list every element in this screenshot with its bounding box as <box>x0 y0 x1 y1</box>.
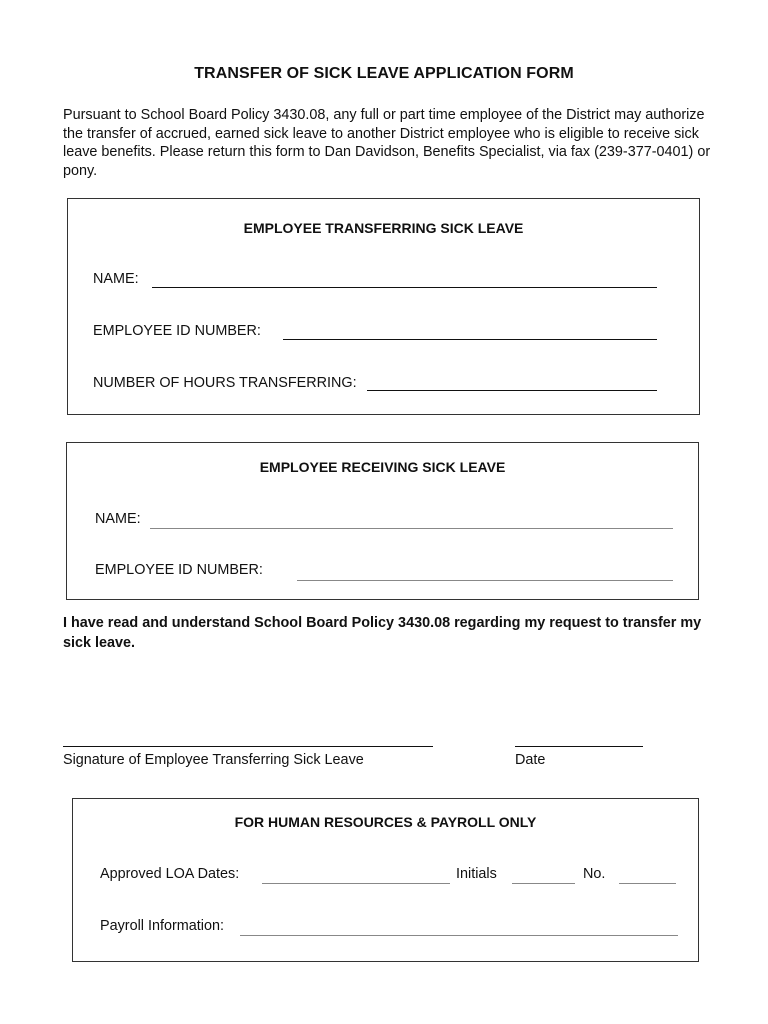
intro-paragraph: Pursuant to School Board Policy 3430.08, any full or part time employee of the District may authorize the transfer of accrued, earned sick leave to another District employee who is eligible to receive sick leave benefits. Please return this form to Dan Davidson, Benefits Specialist, via fax (239-377-0401) or pony. <box>63 107 711 179</box>
transferring-section <box>67 198 700 415</box>
date-label: Date <box>515 752 546 768</box>
transferring-id-field[interactable] <box>283 339 657 340</box>
payroll-info-label: Payroll Information: <box>100 918 224 934</box>
initials-field[interactable] <box>512 883 575 884</box>
hr-section <box>72 798 699 962</box>
signature-field[interactable] <box>63 746 433 747</box>
loa-dates-label: Approved LOA Dates: <box>100 866 240 882</box>
receiving-heading: EMPLOYEE RECEIVING SICK LEAVE <box>259 459 506 475</box>
transferring-name-label: NAME: <box>93 271 139 287</box>
transferring-heading: EMPLOYEE TRANSFERRING SICK LEAVE <box>243 220 524 236</box>
payroll-info-field[interactable] <box>240 935 678 936</box>
signature-label: Signature of Employee Transferring Sick Leave <box>63 752 364 768</box>
form-title: TRANSFER OF SICK LEAVE APPLICATION FORM <box>194 65 574 82</box>
no-field[interactable] <box>619 883 676 884</box>
initials-label: Initials <box>456 866 497 882</box>
receiving-name-field[interactable] <box>150 528 673 529</box>
receiving-id-label: EMPLOYEE ID NUMBER: <box>95 562 263 578</box>
transferring-id-label: EMPLOYEE ID NUMBER: <box>93 323 261 339</box>
no-label: No. <box>583 866 606 882</box>
transferring-hours-field[interactable] <box>367 390 657 391</box>
acknowledgement-text: I have read and understand School Board Policy 3430.08 regarding my request to transfer my sick leave. <box>63 615 702 651</box>
hr-heading: FOR HUMAN RESOURCES & PAYROLL ONLY <box>234 814 537 830</box>
transferring-hours-label: NUMBER OF HOURS TRANSFERRING: <box>93 375 357 391</box>
receiving-name-label: NAME: <box>95 511 141 527</box>
receiving-section <box>66 442 699 600</box>
loa-dates-field[interactable] <box>262 883 450 884</box>
transferring-name-field[interactable] <box>152 287 657 288</box>
receiving-id-field[interactable] <box>297 580 673 581</box>
date-field[interactable] <box>515 746 643 747</box>
